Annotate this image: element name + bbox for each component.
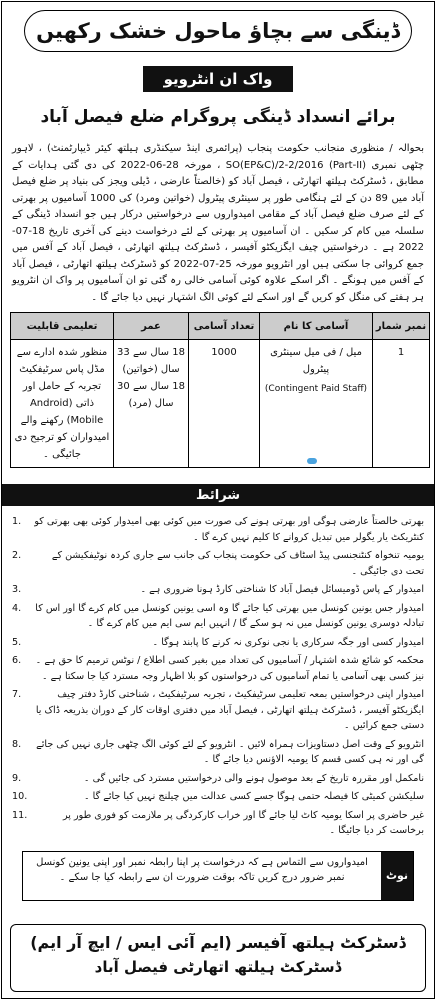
term-text: محکمہ کو شائع شدہ اشتہار / آسامیوں کی تعداد میں بغیر کسی اطلاع / نوٹس ترمیم کا حق ہے ۔ نیز کسی بھی آسامی یا تمام آسامیوں کی درخواستوں کو بلا اظہار وجہ مسترد کیا جا سکتا ہے ۔ <box>35 655 424 682</box>
row-post-name-cell <box>260 340 373 468</box>
walkin-interview-badge <box>143 66 293 92</box>
term-text: انٹرویو کے وقت اصل دستاویزات ہمراہ لائیں ۔ انٹرویو کے لئے کوئی الگ چٹھی جاری نہیں کی جائے گی اور نہ ہی کسی قسم کا یومیہ الاؤنس دیا جائے گا ۔ <box>36 738 424 765</box>
term-number: 8. <box>12 738 22 750</box>
list-item <box>12 582 424 598</box>
note-box <box>22 851 414 901</box>
header-post-name: آسامی کا نام <box>260 313 373 340</box>
authority-name: ڈسٹرکٹ ہیلتھ اتھارٹی فیصل آباد <box>94 958 342 976</box>
terms-heading: شرائط <box>195 487 241 503</box>
term-number: 4. <box>12 602 22 614</box>
header-serial: نمبر شمار <box>373 313 430 340</box>
slogan-text: ڈینگی سے بچاؤ ماحول خشک رکھیں <box>36 19 400 43</box>
list-item <box>12 808 424 839</box>
row-post-count: 1000 <box>189 340 260 468</box>
walkin-label: واک ان انٹرویو <box>163 70 273 88</box>
term-text: یومیہ تنخواہ کنٹنجنسی پیڈ اسٹاف کی حکومت پنجاب کی جانب سے جاری کردہ نوٹیفکیشن کے تحت دی جائیگی ۔ <box>51 550 424 577</box>
header-age: عمر <box>114 313 189 340</box>
posts-table <box>10 312 430 468</box>
term-number: 11. <box>12 809 28 821</box>
term-text: امیدوار کسی اور جگہ سرکاری یا نجی نوکری نہ کرنے کا پابند ہوگا ۔ <box>152 636 424 648</box>
list-item <box>12 737 424 768</box>
row-age: 18 سال سے 33 سال (خواتین) 18 سال سے 30 سال (مرد) <box>114 340 189 468</box>
term-number: 3. <box>12 584 22 595</box>
header-post-count: تعداد آسامی <box>189 313 260 340</box>
list-item <box>12 771 424 787</box>
advertisement-page <box>1 1 435 999</box>
row-post-name-en: (Contingent Paid Staff) <box>264 384 368 394</box>
term-text: سلیکشن کمیٹی کا فیصلہ حتمی ہوگا جسے کسی عدالت میں چیلنج نہیں کیا جائے گا ۔ <box>84 791 424 802</box>
slogan-banner <box>24 10 412 52</box>
list-item <box>12 548 424 579</box>
term-text: نامکمل اور مقررہ تاریخ کے بعد موصول ہونے والی درخواستیں مسترد کی جائیں گی ۔ <box>83 772 424 784</box>
note-text: امیدواروں سے التماس ہے کہ درخواست پر اپنا رابطہ نمبر اور اپنی یونین کونسل نمبر ضرور درج کریں تاکہ بوقت ضرورت ان سے رابطہ کیا جا سکے ۔ <box>36 856 368 883</box>
list-item <box>12 789 424 805</box>
table-header-row <box>11 313 430 340</box>
row-qualification: منظور شدہ ادارے سے مڈل پاس سرٹیفکیٹ تجربہ کے حامل اور ذاتی (Android Mobile) رکھنے والے امیدواران کو ترجیح دی جائیگی ۔ <box>11 340 114 468</box>
term-text: امیدوار کے پاس ڈومیسائل فیصل آباد کا شناختی کارڈ ہونا ضروری ہے ۔ <box>140 584 424 595</box>
signature-footer <box>10 924 426 992</box>
term-number: 10. <box>12 791 28 802</box>
row-post-name: میل / فی میل سینٹری پیٹرول <box>270 347 362 375</box>
term-number: 5. <box>12 636 22 648</box>
list-item <box>12 635 424 651</box>
intro-paragraph: بحوالہ / منظوری منجانب حکومت پنجاب (پرائمری اینڈ سیکنڈری ہیلتھ کیئر ڈیپارٹمنٹ) ، لاہور چٹھی نمبری SO(EP&C)/2-2/2016 (Part-II) ، مورخہ 28-06-2022 کی دی گئی ہدایات کے مطابق ، ڈسٹرکٹ ہیلتھ اتھارٹی ، فیصل آباد کو (خالصتاً عارضی ، ڈیلی ویجز کی بنیاد پر ضلع فیصل آباد میں 89 دن کے لئے ہنگامی طور پر سینٹری پیٹرول (خواتین ومرد) کی 1000 آسامیوں پر بھرتی کے لئے صرف ضلع فیصل آباد کے مقامی امیدواروں سے درخواستیں درکار ہیں جو انسداد ڈینگی کے سلسلہ میں کام کر سکیں ۔ ان آسامیوں پر بھرتی کے لئے درخواست دینے کی آخری تاریخ 18-07-2022 ہے ۔ درخواستیں چیف ایگزیکٹو آفیسر ، ڈسٹرکٹ ہیلتھ اتھارٹی ، فیصل آباد کے آفس میں جمع کروائی جا سکتی ہیں اور انٹرویو مورخہ 25-07-2022 کو ڈسٹرکٹ ہیلتھ اتھارٹی ، فیصل آباد کے آفس میں ہونگے ۔ اگر اسکے علاوہ کوئی آسامی خالی رہ گئی تو ان آسامیوں پر واک ان انٹرویو ہر ہفتے کی منگل کو کریں گے اور اسکے لئے کوئی الگ اشتہار نہیں دیا جائے گا ۔ <box>12 143 425 303</box>
term-text: امیدوار جس یونین کونسل میں بھرتی کیا جائے گا وہ اسی یونین کونسل میں کام کرے گا اور اس کا تبادلہ دوسری یونین کونسل میں نہ ہو سکے گا / انہیں ایم سی ایم میں کام کرے گا ۔ <box>35 602 424 629</box>
term-number: 1. <box>12 516 22 527</box>
term-text: بھرتی خالصتاً عارضی ہوگی اور بھرتی ہونے کی صورت میں کوئی بھی امیدوار کوئی بھی بھرتی کو کنٹریکٹ یار یگولر میں تبدیل کروانے کا کلیم نہیں کرے گا ۔ <box>34 516 424 543</box>
row-serial: 1 <box>373 340 430 468</box>
list-item <box>12 601 424 632</box>
list-item <box>12 514 424 545</box>
term-number: 9. <box>12 772 22 784</box>
term-number: 6. <box>12 655 22 666</box>
terms-list <box>12 514 424 839</box>
term-text: امیدوار اپنی درخواستیں بمعہ تعلیمی سرٹیفکیٹ ، تجربہ سرٹیفکیٹ ، شناختی کارڈ دفتر چیف ایگزیکٹو آفیسر ، ڈسٹرکٹ ہیلتھ اتھارٹی ، فیصل آباد میں دفتری اوقات کار کے دوران بذریعہ ڈاک یا دستی جمع کرائیں ۔ <box>35 689 424 731</box>
list-item <box>12 653 424 684</box>
terms-heading-bar <box>2 484 434 506</box>
term-text: غیر حاضری پر اسکا یومیہ کاٹ لیا جائے گا اور خراب کارکردگی پر ملازمت کو فوری طور پر برخاست کر دیا جائیگا ۔ <box>62 809 424 836</box>
officer-title: ڈسٹرکٹ ہیلتھ آفیسر (ایم آئی ایس / ایچ آر ایم) <box>30 933 406 952</box>
program-title: برائے انسداد ڈینگی پروگرام ضلع فیصل آباد <box>40 107 396 127</box>
header-qualification: تعلیمی قابلیت <box>11 313 114 340</box>
list-item <box>12 687 424 734</box>
term-number: 2. <box>12 550 22 561</box>
note-label: نوٹ <box>381 852 413 900</box>
term-number: 7. <box>12 689 22 700</box>
table-row <box>11 340 430 468</box>
pen-mark <box>307 458 317 464</box>
